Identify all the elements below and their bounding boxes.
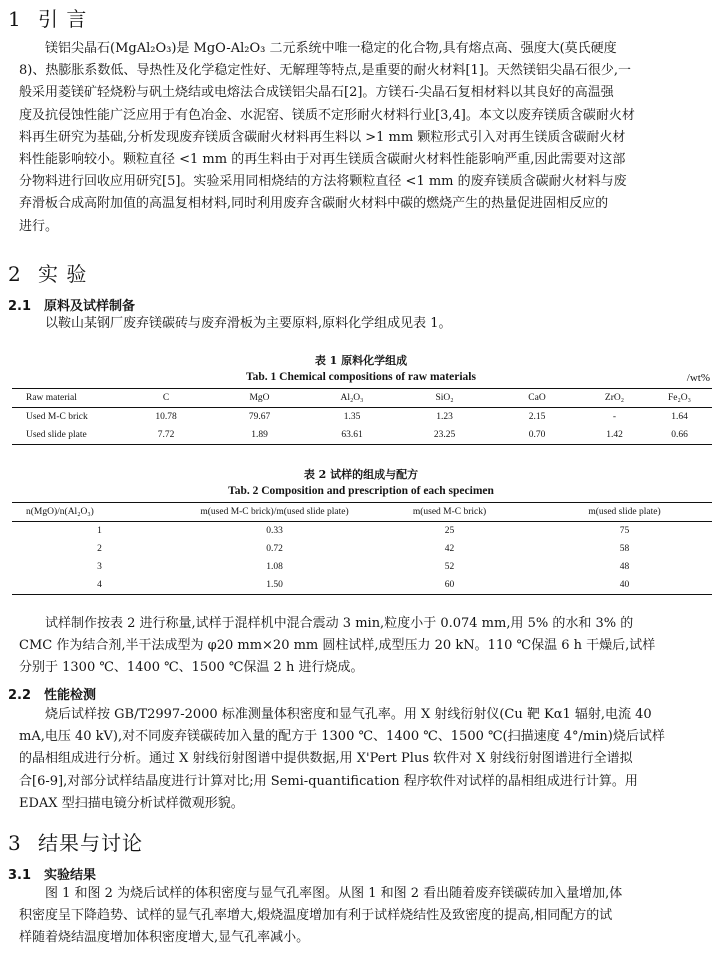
subsection-2-1-heading (8, 295, 135, 314)
table-1-caption-cn: 表 1 原料化学组成 (314, 354, 408, 367)
table-1-header-cell: Raw material (12, 389, 120, 408)
results-paragraph (19, 883, 713, 950)
materials-paragraph (19, 313, 713, 335)
preparation-line: 分别于 1300 ℃、1400 ℃、1500 ℃保温 2 h 进行烧成。 (19, 660, 364, 676)
table-cell: 4 (12, 576, 187, 595)
intro-line: 料再生研究为基础,分析发现废弃镁质含碳耐火材料再生料以 >1 mm 颗粒形式引入对再生镁质含碳耐火材 (19, 129, 626, 145)
table-cell: 63.61 (307, 426, 397, 445)
table-2-caption-en: Tab. 2 Composition and prescription of each specimen (228, 485, 494, 497)
table-2-header-row (12, 503, 712, 522)
table-cell: 0.33 (266, 526, 283, 536)
subsection-2-2-heading (8, 684, 96, 703)
table-1-header-cell: Al₂O₃ (307, 389, 397, 408)
table-cell: - (612, 412, 617, 422)
table-2-header-cell: m(used M-C brick)/m(used slide plate) (187, 503, 362, 522)
table-cell: 10.78 (155, 412, 177, 422)
table-1-header-row (12, 389, 712, 408)
table-cell: 1.50 (187, 576, 362, 595)
table-cell: 3 (97, 562, 102, 572)
testing-paragraph (19, 704, 713, 815)
table-row (12, 558, 712, 576)
results-line: 样随着烧结温度增加体积密度增大,显气孔率减小。 (19, 930, 310, 946)
table-2 (12, 502, 712, 595)
table-cell: 7.72 (120, 426, 212, 445)
table-1-header-cell: SiO₂ (397, 389, 492, 408)
table-cell: 60 (362, 576, 537, 595)
testing-line: 的晶相组成进行分析。通过 X 射线衍射图谱中提供数据,用 X'Pert Plus 软件对 X 射线衍射图谱进行全谱拟 (19, 751, 633, 767)
testing-line: EDAX 型扫描电镜分析试样微观形貌。 (19, 795, 244, 811)
section-1-number: 1 (8, 7, 22, 31)
intro-line: 度及抗侵蚀性能广泛应用于有色冶金、水泥窑、镁质不定形耐火材料行业[3,4]。本文以废弃镁质含碳耐火材 (19, 107, 635, 123)
table-cell: 23.25 (397, 426, 492, 445)
table-row (12, 408, 712, 427)
table-row (12, 426, 712, 445)
table-cell: 0.72 (266, 544, 283, 554)
subsection-2-1-number: 2.1 (8, 299, 32, 314)
table-cell: 1.42 (582, 426, 647, 445)
results-line: 积密度呈下降趋势、试样的显气孔率增大,煅烧温度增加有利于试样烧结性及致密度的提高,相同配方的试 (19, 908, 613, 924)
intro-line: 料性能影响较小。颗粒直径 <1 mm 的再生料由于对再生镁质含碳耐火材料性能影响严重,因此需要对这部 (19, 151, 626, 167)
section-1-title: 引 言 (38, 7, 88, 31)
table-cell: 25 (444, 526, 455, 536)
table-cell: 2.15 (528, 412, 546, 422)
intro-line: 般采用菱镁矿轻烧粉与矾土烧结或电熔法合成镁铝尖晶石[2]。方镁石-尖晶石复相材料以其良好的高温强 (19, 85, 614, 101)
table-row (12, 522, 712, 541)
table-cell: 1.08 (266, 562, 283, 572)
table-row (12, 576, 712, 595)
table-cell: 2 (97, 544, 102, 554)
subsection-2-2-number: 2.2 (8, 688, 32, 703)
table-cell: 0.70 (492, 426, 582, 445)
table-cell: 1 (97, 526, 102, 536)
table-1 (12, 388, 712, 445)
materials-line: 以鞍山某钢厂废弃镁碳砖与废弃滑板为主要原料,原料化学组成见表 1。 (45, 316, 452, 331)
table-cell: 1.89 (212, 426, 307, 445)
section-1-heading (8, 3, 87, 32)
table-1-header-cell: Fe₂O₃ (647, 389, 712, 408)
subsection-2-2-title: 性能检测 (44, 688, 97, 703)
intro-line: 弃滑板合成高附加值的高温复相材料,同时利用废弃含碳耐火材料中碳的燃烧产生的热量促进固相反应的 (19, 196, 609, 212)
table-cell: 79.67 (248, 412, 271, 422)
table-1-header-cell: MgO (212, 389, 307, 408)
table-cell: 48 (619, 562, 630, 572)
intro-line: 分物料进行回收应用研究[5]。实验采用同相烧结的方法将颗粒直径 <1 mm 的废弃镁质含碳耐火材料与废 (19, 174, 627, 190)
section-2-heading (8, 258, 87, 287)
testing-line: 合[6-9],对部分试样结晶度进行计算对比;用 Semi-quantification 程序软件对试样的晶相组成进行计算。用 (19, 773, 638, 789)
section-3-number: 3 (8, 831, 22, 855)
table-2-header-cell: m(used M-C brick) (362, 503, 537, 522)
table-cell: 1.35 (343, 412, 361, 422)
preparation-line: CMC 作为结合剂,半干法成型为 φ20 mm×20 mm 圆柱试样,成型压力 20 kN。110 ℃保温 6 h 干燥后,试样 (19, 638, 656, 654)
preparation-line: 试样制作按表 2 进行称量,试样于混样机中混合震动 3 min,粒度小于 0.074 mm,用 5% 的水和 3% 的 (45, 616, 634, 631)
table-cell: Used M-C brick (26, 412, 88, 422)
table-cell: 40 (537, 576, 712, 595)
intro-line: 8)、热膨胀系数低、导热性及化学稳定性好、无解理等特点,是重要的耐火材料[1]。天然镁铝尖晶石很少,一 (19, 63, 632, 79)
testing-line: mA,电压 40 kV),对不同废弃镁碳砖加入量的配方于 1300 ℃、1400 ℃、1500 ℃(扫描速度 4°/min)烧后试样 (19, 729, 665, 745)
table-cell: 75 (619, 526, 630, 536)
table-cell: 52 (444, 562, 455, 572)
section-3-heading (8, 827, 143, 856)
subsection-2-1-title: 原料及试样制备 (44, 299, 136, 314)
preparation-paragraph (19, 613, 713, 680)
table-2-header-cell: m(used slide plate) (537, 503, 712, 522)
table-1-header-cell: C (120, 389, 212, 408)
subsection-3-1-title: 实验结果 (44, 868, 97, 883)
table-1-header-cell: CaO (492, 389, 582, 408)
table-cell: Used slide plate (12, 426, 120, 445)
intro-paragraph (19, 38, 713, 238)
table-row (12, 540, 712, 558)
subsection-3-1-heading (8, 864, 96, 883)
results-line: 图 1 和图 2 为烧后试样的体积密度与显气孔率图。从图 1 和图 2 看出随着废弃镁碳砖加入量增加,体 (45, 886, 623, 901)
section-3-title: 结果与讨论 (38, 831, 143, 855)
section-2-title: 实 验 (38, 262, 88, 286)
table-2-caption-cn: 表 2 试样的组成与配方 (303, 468, 419, 481)
table-cell: 42 (444, 544, 455, 554)
table-1-header-cell: ZrO₂ (582, 389, 647, 408)
table-1-unit: /wt% (686, 372, 710, 384)
section-2-number: 2 (8, 262, 22, 286)
table-cell: 1.23 (436, 412, 453, 422)
table-cell: 58 (619, 544, 630, 554)
table-1-caption-en: Tab. 1 Chemical compositions of raw materials (246, 371, 476, 383)
subsection-3-1-number: 3.1 (8, 868, 32, 883)
table-2-header-cell: n(MgO)/n(Al₂O₃) (12, 503, 187, 522)
intro-line: 进行。 (19, 218, 59, 234)
intro-line: 镁铝尖晶石(MgAl₂O₃)是 MgO-Al₂O₃ 二元系统中唯一稳定的化合物,具有熔点高、强度大(莫氏硬度 (45, 41, 617, 56)
testing-line: 烧后试样按 GB/T2997-2000 标准测量体积密度和显气孔率。用 X 射线衍射仪(Cu 靶 Kα1 辐射,电流 40 (45, 707, 652, 722)
table-cell: 1.64 (671, 412, 688, 422)
table-cell: 0.66 (647, 426, 712, 445)
